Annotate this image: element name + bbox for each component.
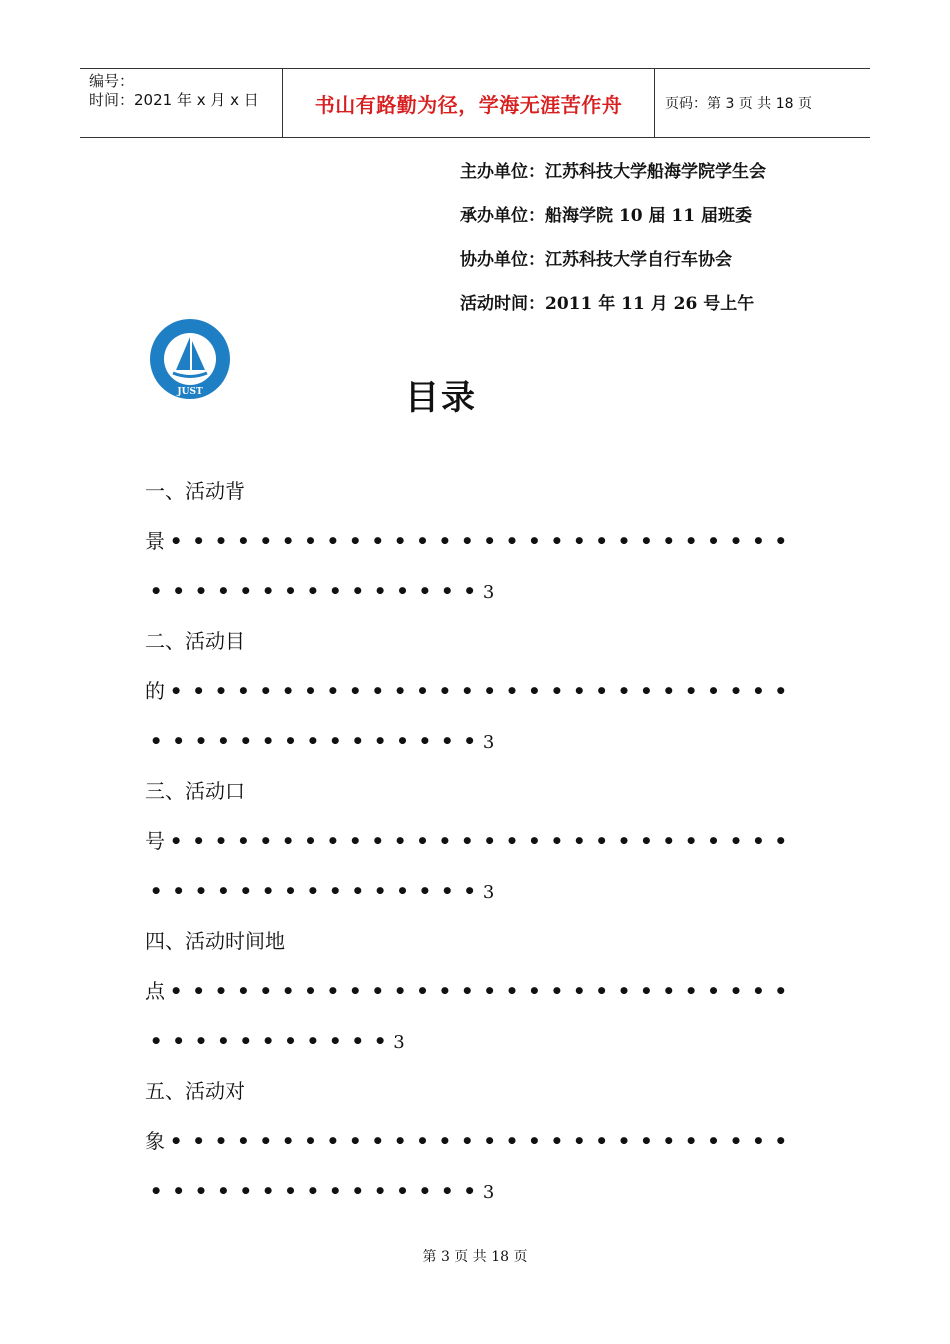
toc-entry-lead [145, 1118, 805, 1168]
toc-leader-dots: • • • • • • • • • • • • • • • [149, 579, 477, 603]
header-page-cell [655, 69, 870, 137]
toc-entry-heading[interactable]: 五、活动对 [145, 1079, 245, 1103]
activity-time: 活动时间：2011 年 11 月 26 号上午 [460, 294, 755, 314]
toc-entry-lead-text: 象 [145, 1129, 165, 1153]
toc-entry-lead [145, 668, 805, 718]
university-logo [149, 318, 231, 400]
toc-entry-heading[interactable]: 一、活动背 [145, 479, 245, 503]
toc-entry-heading[interactable]: 二、活动目 [145, 629, 245, 653]
header-motto-cell [282, 69, 655, 137]
organizer-list [460, 156, 766, 332]
toc-entry-lead-text: 的 [145, 679, 165, 703]
toc-entry-lead [145, 518, 805, 568]
toc-entry-page-line [145, 868, 805, 918]
toc-entry-heading[interactable]: 四、活动时间地 [145, 929, 285, 953]
toc-entry-page-line [145, 1168, 805, 1218]
toc-entry-lead-text: 点 [145, 979, 165, 1003]
toc-leader-dots: • • • • • • • • • • • • • • • • • • • • • • • • • • • • [169, 679, 788, 703]
header-meta [80, 69, 282, 137]
toc-page-number: 3 [482, 882, 495, 903]
toc-entry-lead [145, 968, 805, 1018]
toc-entry-page-line [145, 718, 805, 768]
document-date: 时间：2021 年 x 月 x 日 [89, 91, 259, 109]
page-header [80, 68, 870, 138]
logo-text: JUST [177, 387, 203, 397]
table-of-contents [145, 468, 805, 1218]
organizer-host: 主办单位：江苏科技大学船海学院学生会 [460, 162, 766, 182]
toc-page-number: 3 [482, 732, 495, 753]
toc-leader-dots: • • • • • • • • • • • • • • • [149, 1179, 477, 1203]
toc-entry-lead-text: 景 [145, 529, 165, 553]
toc-page-number: 3 [393, 1032, 405, 1053]
toc-entry-page-line [145, 1018, 805, 1068]
page-footer: 第 3 页 共 18 页 [422, 1249, 528, 1265]
toc-entry-page-line [145, 568, 805, 618]
organizer-cohost: 协办单位：江苏科技大学自行车协会 [460, 250, 732, 270]
toc-entry-heading[interactable]: 三、活动口 [145, 779, 245, 803]
toc-leader-dots: • • • • • • • • • • • • • • • [149, 729, 477, 753]
header-motto: 书山有路勤为径，学海无涯苦作舟 [314, 92, 623, 117]
toc-page-number: 3 [482, 1182, 495, 1203]
toc-leader-dots: • • • • • • • • • • • • • • • • • • • • • • • • • • • • [169, 829, 788, 853]
toc-leader-dots: • • • • • • • • • • • [149, 1029, 387, 1053]
toc-leader-dots: • • • • • • • • • • • • • • • [149, 879, 477, 903]
toc-leader-dots: • • • • • • • • • • • • • • • • • • • • • • • • • • • • [169, 1129, 788, 1153]
toc-page-number: 3 [482, 582, 495, 603]
toc-entry-lead-text: 号 [145, 829, 165, 853]
toc-leader-dots: • • • • • • • • • • • • • • • • • • • • • • • • • • • • [169, 979, 788, 1003]
toc-title: 目录 [405, 378, 477, 418]
toc-entry-lead [145, 818, 805, 868]
header-page-number: 页码：第 3 页 共 18 页 [665, 96, 812, 112]
document-number: 编号： [89, 72, 135, 90]
toc-leader-dots: • • • • • • • • • • • • • • • • • • • • • • • • • • • • [169, 529, 788, 553]
organizer-undertaker: 承办单位：船海学院 10 届 11 届班委 [460, 206, 752, 226]
